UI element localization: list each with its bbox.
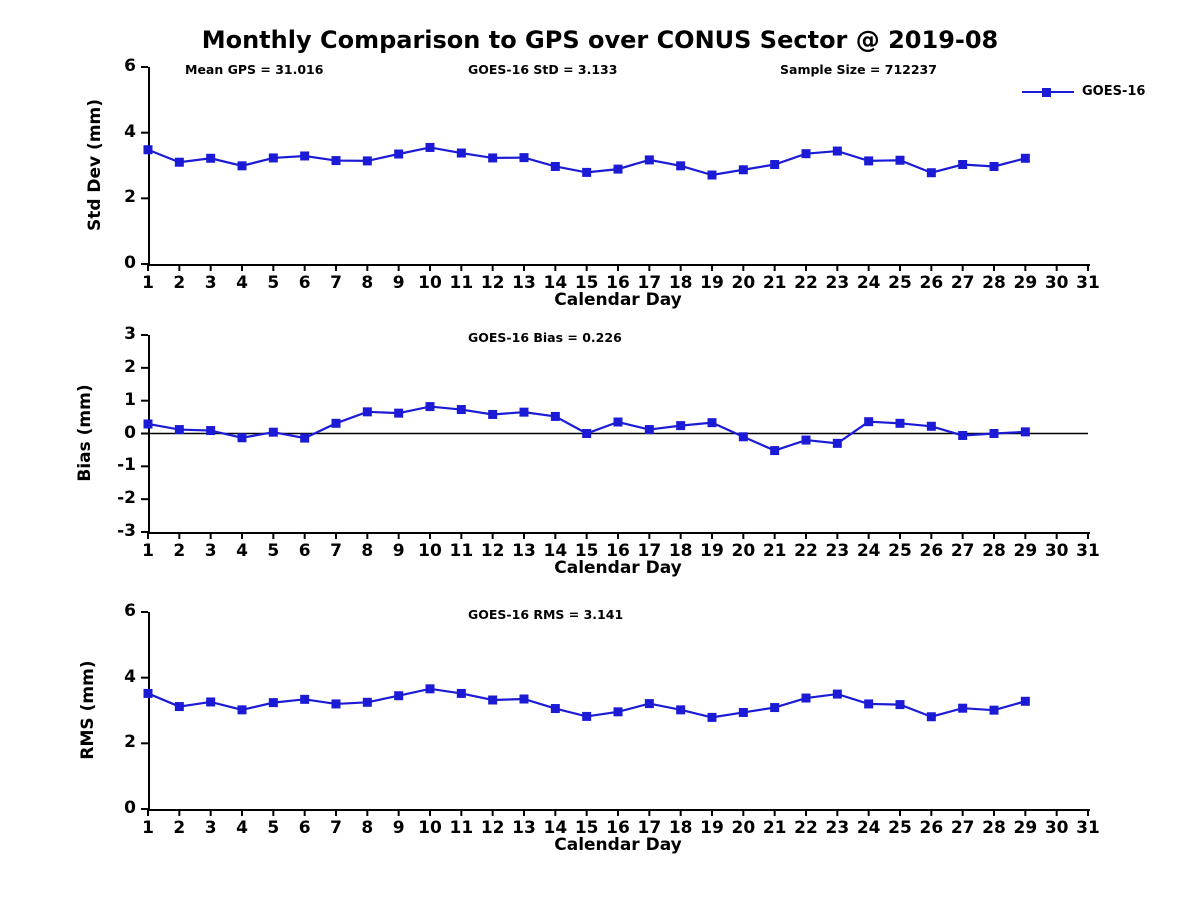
x-tick-label: 26 — [919, 818, 944, 838]
y-tick-label: 6 — [124, 56, 136, 76]
series-rms — [0, 580, 1200, 900]
x-tick-label: 8 — [361, 273, 374, 293]
x-tick-label: 3 — [204, 273, 217, 293]
x-tick-label: 20 — [731, 541, 756, 561]
x-tick-label: 31 — [1076, 818, 1100, 838]
x-tick-label: 30 — [1044, 273, 1069, 293]
y-tick-label: -3 — [117, 521, 136, 541]
x-tick-label: 5 — [267, 818, 280, 838]
x-tick-label: 25 — [888, 273, 912, 293]
y-tick-label: 4 — [124, 121, 136, 142]
x-tick-label: 2 — [173, 541, 186, 561]
x-tick-label: 6 — [298, 541, 311, 561]
y-tick-label: 4 — [124, 666, 136, 687]
x-tick-label: 18 — [668, 273, 693, 293]
x-tick-label: 17 — [637, 273, 662, 293]
y-tick-label: 2 — [124, 732, 136, 753]
x-tick-label: 17 — [637, 818, 662, 838]
x-tick-label: 15 — [574, 273, 599, 293]
x-tick-label: 27 — [950, 541, 975, 561]
x-tick-label: 27 — [950, 273, 975, 293]
x-tick-label: 22 — [794, 541, 818, 561]
x-tick-label: 18 — [668, 541, 693, 561]
x-tick-label: 10 — [418, 541, 442, 561]
panel-bias — [0, 290, 1200, 590]
x-tick-label: 24 — [856, 541, 881, 561]
x-tick-label: 31 — [1076, 273, 1100, 293]
x-tick-label: 30 — [1044, 541, 1069, 561]
y-tick-label: 2 — [124, 356, 136, 377]
series-std-dev — [0, 0, 1200, 320]
x-tick-label: 1 — [142, 818, 154, 838]
x-tick-label: 12 — [480, 818, 505, 838]
x-tick-label: 25 — [888, 818, 912, 838]
x-tick-label: 14 — [543, 541, 568, 561]
x-tick-label: 9 — [392, 541, 405, 561]
x-tick-label: 1 — [142, 273, 154, 293]
x-tick-label: 23 — [825, 273, 850, 293]
x-tick-label: 11 — [449, 818, 474, 838]
x-tick-label: 16 — [606, 818, 630, 838]
x-tick-label: 13 — [512, 818, 536, 838]
annotation-sample-size: Sample Size = 712237 — [780, 62, 937, 77]
x-tick-label: 5 — [267, 541, 280, 561]
x-tick-label: 13 — [512, 541, 536, 561]
x-axis-label-std-dev: Calendar Day — [554, 290, 682, 310]
x-tick-label: 29 — [1013, 273, 1038, 293]
x-tick-label: 8 — [361, 541, 374, 561]
x-tick-label: 27 — [950, 818, 975, 838]
y-tick-label: 6 — [124, 601, 136, 621]
x-tick-label: 21 — [762, 818, 787, 838]
x-tick-label: 20 — [731, 818, 756, 838]
x-tick-label: 17 — [637, 541, 662, 561]
x-tick-label: 23 — [825, 818, 850, 838]
panel-rms — [0, 580, 1200, 900]
x-tick-label: 26 — [919, 273, 944, 293]
y-axis-label-rms: RMS (mm) — [78, 660, 98, 760]
x-tick-label: 11 — [449, 541, 474, 561]
x-tick-label: 21 — [762, 273, 787, 293]
x-tick-label: 2 — [173, 273, 186, 293]
x-axis-label-rms: Calendar Day — [554, 835, 682, 855]
y-axis-label-std-dev: Std Dev (mm) — [85, 98, 105, 232]
x-tick-label: 18 — [668, 818, 693, 838]
x-tick-label: 14 — [543, 273, 568, 293]
x-tick-label: 23 — [825, 541, 850, 561]
x-tick-label: 25 — [888, 541, 912, 561]
y-tick-label: 0 — [124, 422, 136, 443]
x-tick-label: 7 — [330, 541, 342, 561]
x-tick-label: 4 — [236, 273, 248, 293]
x-tick-label: 15 — [574, 541, 599, 561]
x-tick-label: 19 — [700, 818, 724, 838]
x-tick-label: 28 — [982, 273, 1006, 293]
y-tick-label: 0 — [124, 798, 136, 818]
x-tick-label: 12 — [480, 541, 505, 561]
x-tick-label: 15 — [574, 818, 599, 838]
x-tick-label: 20 — [731, 273, 756, 293]
x-tick-label: 3 — [204, 541, 217, 561]
x-tick-label: 13 — [512, 273, 536, 293]
x-tick-label: 28 — [982, 541, 1006, 561]
annotation-std: GOES-16 StD = 3.133 — [468, 62, 618, 77]
x-tick-label: 6 — [298, 818, 311, 838]
y-tick-label: 1 — [124, 389, 136, 410]
page-title: Monthly Comparison to GPS over CONUS Sector @ 2019-08 — [201, 26, 999, 54]
x-tick-label: 21 — [762, 541, 787, 561]
x-tick-label: 4 — [236, 541, 248, 561]
x-tick-label: 5 — [267, 273, 280, 293]
x-tick-label: 12 — [480, 273, 505, 293]
x-tick-label: 28 — [982, 818, 1006, 838]
x-tick-label: 26 — [919, 541, 944, 561]
x-tick-label: 16 — [606, 273, 630, 293]
x-axis-label-bias: Calendar Day — [554, 558, 682, 578]
y-tick-label: 2 — [124, 187, 136, 208]
x-tick-label: 3 — [204, 818, 217, 838]
x-tick-label: 7 — [330, 273, 342, 293]
y-tick-label: -2 — [117, 488, 136, 509]
x-tick-label: 10 — [418, 818, 442, 838]
annotation-bias: GOES-16 Bias = 0.226 — [468, 330, 622, 345]
y-tick-label: -1 — [117, 455, 136, 476]
y-tick-label: 0 — [124, 253, 136, 273]
x-tick-label: 16 — [606, 541, 630, 561]
x-tick-label: 9 — [392, 273, 405, 293]
x-tick-label: 24 — [856, 818, 881, 838]
x-tick-label: 4 — [236, 818, 248, 838]
x-tick-label: 14 — [543, 818, 568, 838]
y-tick-label: 3 — [124, 324, 136, 344]
x-tick-label: 11 — [449, 273, 474, 293]
x-tick-label: 31 — [1076, 541, 1100, 561]
x-tick-label: 24 — [856, 273, 881, 293]
x-tick-label: 6 — [298, 273, 311, 293]
x-tick-label: 9 — [392, 818, 405, 838]
x-tick-label: 19 — [700, 273, 724, 293]
x-tick-label: 1 — [142, 541, 154, 561]
annotation-rms: GOES-16 RMS = 3.141 — [468, 607, 624, 622]
x-tick-label: 2 — [173, 818, 186, 838]
x-tick-label: 22 — [794, 273, 818, 293]
x-tick-label: 19 — [700, 541, 724, 561]
x-tick-label: 30 — [1044, 818, 1069, 838]
x-tick-label: 7 — [330, 818, 342, 838]
x-tick-label: 8 — [361, 818, 374, 838]
x-tick-label: 10 — [418, 273, 442, 293]
y-axis-label-bias: Bias (mm) — [75, 384, 95, 482]
legend-label-goes16: GOES-16 — [1082, 84, 1146, 99]
x-tick-label: 29 — [1013, 818, 1038, 838]
panel-std-dev — [0, 0, 1200, 320]
annotation-mean-gps: Mean GPS = 31.016 — [185, 62, 324, 77]
x-tick-label: 22 — [794, 818, 818, 838]
x-tick-label: 29 — [1013, 541, 1038, 561]
